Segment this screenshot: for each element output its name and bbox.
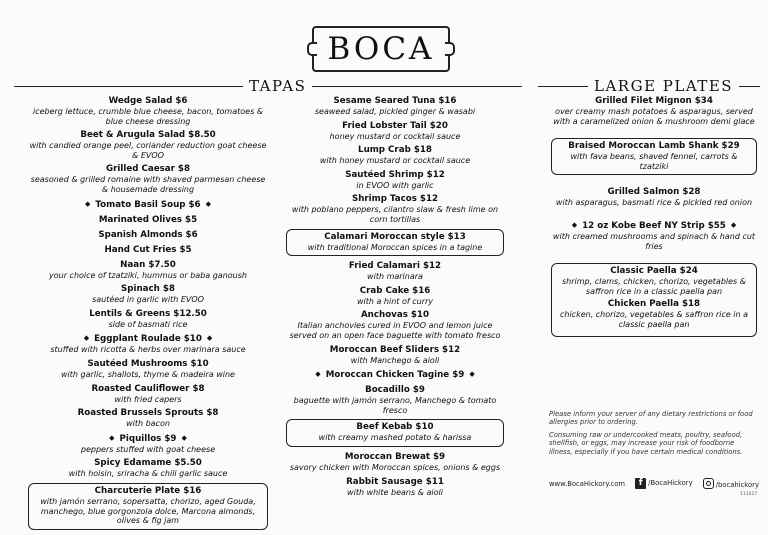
item-name: Lentils & Greens $12.50 <box>89 308 207 319</box>
item-description: honey mustard or cocktail sauce <box>329 131 461 141</box>
item-description: with Manchego & aioli <box>350 355 440 365</box>
consumer-advisory: Consuming raw or undercooked meats, poultry, seafood, shellfish, or eggs, may increase your risk of foodborne illness, especially if you have certain medical conditions. <box>549 430 743 456</box>
boca-logo: BOCA <box>312 26 450 72</box>
item-name: Spanish Almonds $6 <box>98 229 198 240</box>
item-name: Crab Cake $16 <box>359 285 431 296</box>
item-name: Lump Crab $18 <box>358 145 432 156</box>
item-description: with bacon <box>126 419 170 429</box>
menu-item-beet-arugula-salad <box>28 130 268 160</box>
item-name: Spinach $8 <box>121 284 175 295</box>
menu-item-lump-crab <box>286 145 504 166</box>
footer <box>549 478 759 489</box>
menu-item-grilled-filet-mignon <box>551 96 757 126</box>
item-name: Fried Calamari $12 <box>348 261 442 272</box>
item-description: with garlic, shallots, thyme & madeira wine <box>61 369 235 379</box>
item-name: Grilled Caesar $8 <box>105 164 191 175</box>
menu-item-spicy-edamame <box>28 458 268 479</box>
item-description: sautéed in garlic with EVOO <box>92 295 204 305</box>
item-description: with fava beans, shaved fennel, carrots & tzatziki <box>570 152 738 171</box>
item-description: stuffed with ricotta & herbs over marinara sauce <box>50 345 246 355</box>
item-name: Bocadillo $9 <box>365 385 425 396</box>
item-description: with white beans & aioli <box>347 487 443 497</box>
menu-item-classic-paella <box>556 266 752 296</box>
menu-item-anchovas <box>286 310 504 340</box>
item-description: with a hint of curry <box>356 296 434 306</box>
menu-item-12-oz-kobe-beef-ny-strip <box>551 220 757 251</box>
menu-item-moroccan-chicken-tagine <box>286 369 504 381</box>
item-name: Calamari Moroccan style $13 <box>324 231 466 242</box>
item-name: Charcuterie Plate $16 <box>94 485 202 496</box>
item-name: ◆ 12 oz Kobe Beef NY Strip $55 ◆ <box>551 220 757 232</box>
item-name: Moroccan Beef Sliders $12 <box>329 344 461 355</box>
item-description: baguette with jamón serrano, Manchego & tomato fresco <box>293 396 497 415</box>
menu-item-moroccan-beef-sliders <box>286 345 504 366</box>
item-name: Beet & Arugula Salad $8.50 <box>80 130 216 141</box>
item-name: Wedge Salad $6 <box>108 96 188 106</box>
item-name: Moroccan Brewat $9 <box>344 451 446 462</box>
allergy-note: Please inform your server of any dietary restrictions or food allergies prior to ordering. <box>549 410 753 427</box>
facebook-icon: f <box>635 478 646 489</box>
menu-item-lentils-greens <box>28 309 268 330</box>
menu-item-shrimp-tacos <box>286 194 504 224</box>
menu-item-moroccan-brewat <box>286 452 504 473</box>
menu-item-spanish-almonds <box>28 230 268 241</box>
item-description: with creamed mushrooms and spinach & hand cut fries <box>552 231 756 251</box>
tapas-column-1 <box>28 96 268 535</box>
menu-item-fried-calamari <box>286 261 504 282</box>
item-name: Anchovas $10 <box>360 310 430 321</box>
menu-item-sesame-seared-tuna <box>286 96 504 117</box>
item-description: your choice of tzatziki, hummus or baba ganoush <box>49 270 247 280</box>
item-description: over creamy mash potatoes & asparagus, served with a caramelized onion & mushroom demi glace <box>553 107 755 126</box>
facebook-text: /BocaHickory <box>648 479 693 487</box>
menu-item-tomato-basil-soup <box>28 199 268 211</box>
menu-item-bocadillo <box>286 385 504 415</box>
item-name: Classic Paella $24 <box>610 266 698 277</box>
item-name: ◆ Moroccan Chicken Tagine $9 ◆ <box>286 369 504 381</box>
menu-item-beef-kebab <box>286 419 504 447</box>
item-description: peppers stuffed with goat cheese <box>80 444 216 454</box>
menu-item-calamari-moroccan-style <box>286 229 504 257</box>
item-name: ◆ Piquillos $9 ◆ <box>28 433 268 445</box>
tapas-title: TAPAS <box>243 74 312 98</box>
item-description: with jamón serrano, sopersatta, chorizo, aged Gouda, manchego, blue gorgonzola dolce, Marcona almonds, olives & fig jam <box>40 496 256 526</box>
menu-item-spinach <box>28 284 268 305</box>
menu-code: 111017 <box>740 492 758 497</box>
item-name: ◆ Tomato Basil Soup $6 ◆ <box>28 199 268 211</box>
item-description: seasoned & grilled romaine with shaved parmesan cheese & housemade dressing <box>30 175 266 194</box>
item-name: ◆ Eggplant Roulade $10 ◆ <box>28 333 268 345</box>
item-name: Braised Moroccan Lamb Shank $29 <box>568 141 740 152</box>
item-description: Italian anchovies cured in EVOO and lemon juice served on an open face baguette with tomato fresco <box>289 321 501 340</box>
item-description: with traditional Moroccan spices in a tagine <box>307 242 483 252</box>
menu-item-grilled-salmon <box>551 187 757 208</box>
item-description: shrimp, clams, chicken, chorizo, vegetables & saffron rice in a classic paella pan <box>562 277 746 296</box>
menu-item-roasted-brussels-sprouts <box>28 408 268 429</box>
item-name: Beef Kebab $10 <box>356 422 434 433</box>
large-plates-header <box>538 74 760 98</box>
item-name: Sautéed Mushrooms $10 <box>87 358 209 369</box>
tapas-header <box>14 74 522 98</box>
menu-item-rabbit-sausage <box>286 477 504 498</box>
item-description: with hoisin, sriracha & chili garlic sauce <box>68 469 228 479</box>
item-description: with creamy mashed potato & harissa <box>318 433 472 443</box>
item-description: with asparagus, basmati rice & pickled red onion <box>555 198 753 208</box>
menu-item-saut-ed-shrimp <box>286 170 504 191</box>
item-name: Hand Cut Fries $5 <box>104 244 192 255</box>
facebook-handle[interactable] <box>635 478 692 489</box>
item-name: Sautéed Shrimp $12 <box>345 169 445 180</box>
menu-item-piquillos <box>28 433 268 455</box>
tapas-column-2 <box>286 96 504 501</box>
item-name: Chicken Paella $18 <box>607 299 701 310</box>
item-name: Spicy Edamame $5.50 <box>94 458 202 469</box>
website-link[interactable]: www.BocaHickory.com <box>549 479 626 488</box>
menu-item-wedge-salad <box>28 96 268 126</box>
paella-box <box>551 263 757 336</box>
item-name: Naan $7.50 <box>120 259 176 270</box>
item-description: side of basmati rice <box>108 319 188 329</box>
instagram-text: /bocahickory <box>715 481 759 489</box>
item-name: Fried Lobster Tail $20 <box>342 120 448 131</box>
item-name: Roasted Brussels Sprouts $8 <box>77 408 219 419</box>
menu-item-charcuterie-plate <box>28 483 268 530</box>
menu-item-crab-cake <box>286 286 504 307</box>
item-description: in EVOO with garlic <box>356 180 434 190</box>
item-description: iceberg lettuce, crumble blue cheese, bacon, tomatoes & blue cheese dressing <box>32 107 264 126</box>
menu-item-fried-lobster-tail <box>286 121 504 142</box>
item-description: savory chicken with Moroccan spices, onions & eggs <box>289 462 501 472</box>
menu-item-braised-moroccan-lamb-shank <box>551 138 757 175</box>
info-notes <box>549 410 759 460</box>
item-description: with honey mustard or cocktail sauce <box>319 156 471 166</box>
item-description: with poblano peppers, cilantro slaw & fresh lime on corn tortillas <box>291 205 499 224</box>
menu-item-chicken-paella <box>556 299 752 329</box>
item-description: chicken, chorizo, vegetables & saffron rice in a classic paella pan <box>559 310 749 329</box>
item-description: with marinara <box>367 272 423 282</box>
item-name: Shrimp Tacos $12 <box>351 194 439 205</box>
menu-item-hand-cut-fries <box>28 245 268 256</box>
menu-item-roasted-cauliflower <box>28 384 268 405</box>
large-plates-column <box>551 96 757 342</box>
item-description: with candied orange peel, coriander reduction goat cheese & EVOO <box>29 141 267 160</box>
item-name: Rabbit Sausage $11 <box>346 476 444 487</box>
item-name: Marinated Olives $5 <box>98 214 198 225</box>
large-plates-title: LARGE PLATES <box>588 74 739 98</box>
instagram-icon <box>703 478 714 489</box>
menu-item-naan <box>28 260 268 281</box>
menu-item-eggplant-roulade <box>28 333 268 355</box>
menu-item-marinated-olives <box>28 215 268 226</box>
item-name: Grilled Salmon $28 <box>607 187 701 198</box>
menu-item-grilled-caesar <box>28 164 268 194</box>
instagram-handle[interactable] <box>703 478 759 489</box>
item-name: Grilled Filet Mignon $34 <box>595 96 713 106</box>
menu-item-saut-ed-mushrooms <box>28 359 268 380</box>
item-name: Sesame Seared Tuna $16 <box>333 96 457 106</box>
item-name: Roasted Cauliflower $8 <box>91 383 205 394</box>
item-description: seaweed salad, pickled ginger & wasabi <box>314 107 476 116</box>
item-description: with fried capers <box>114 394 182 404</box>
